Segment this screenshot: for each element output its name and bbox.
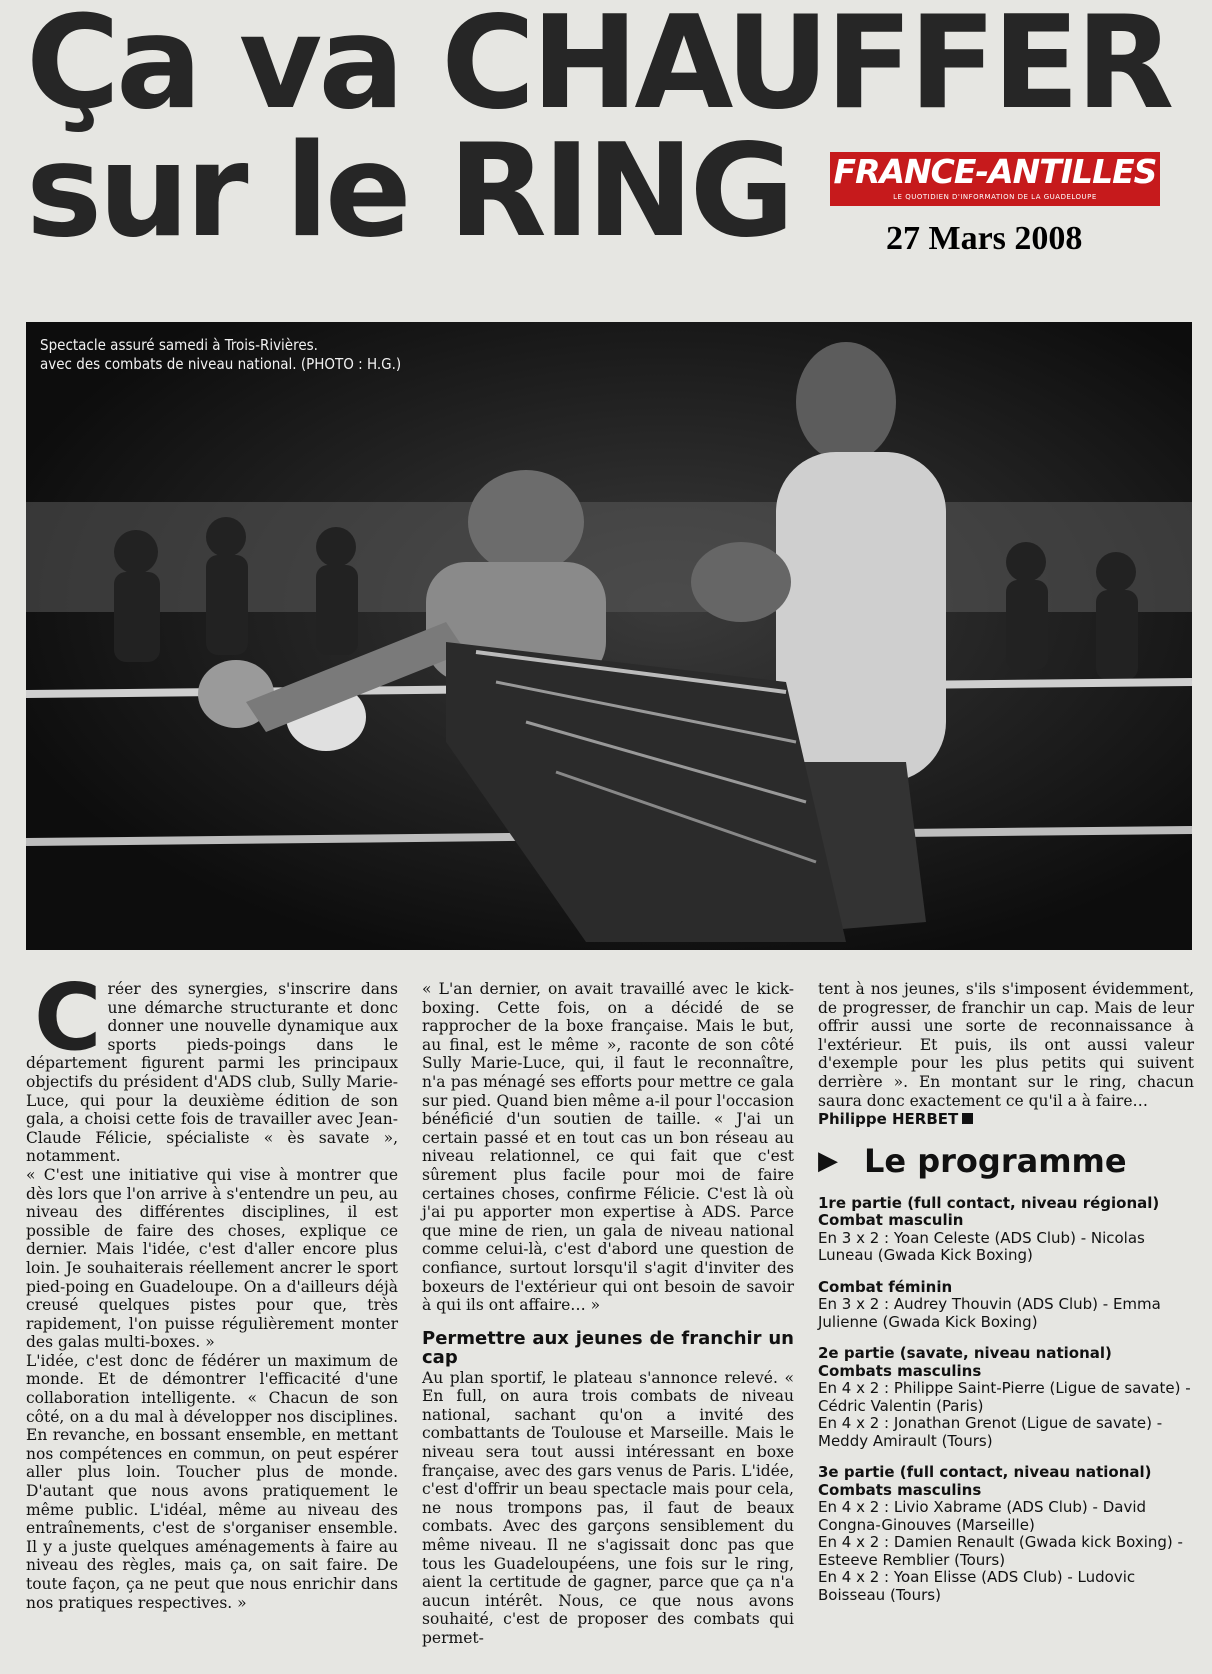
programme-category: Combat masculin (818, 1211, 964, 1230)
publication-logo (830, 152, 1160, 206)
article-column-3 (818, 980, 1194, 1618)
publication-tagline: LE QUOTIDIEN D'INFORMATION DE LA GUADELOUPE (893, 193, 1097, 201)
caption-line-1: Spectacle assuré samedi à Trois-Rivières. (40, 336, 318, 354)
programme-bout: En 4 x 2 : Jonathan Grenot (Ligue de savate) - Meddy Amirault (Tours) (818, 1414, 1163, 1450)
paragraph: Au plan sportif, le plateau s'annonce relevé. « En full, on aura trois combats de niveau national, sachant qu'on a invité des combattants de Toulouse et Marseille. Mais le niveau sera tout aussi intéressant en boxe française, avec des gars venus de Paris. L'idée, c'est d'offrir un beau spectacle mais pour cela, ne nous trompons pas, il faut de beaux combats. Avec des garçons sensiblement du même niveau. Il ne s'agissait donc pas que tous les Guadeloupéens, une fois sur le ring, aient la certitude de gagner, parce que ça n'a aucun intérêt. Nous, ce que nous avons souhaité, c'est de proposer des combats qui permet- (422, 1368, 794, 1647)
publication-date: 27 Mars 2008 (886, 220, 1083, 257)
programme-part-title: 2e partie (savate, niveau national) (818, 1344, 1112, 1363)
programme-heading (818, 1141, 1194, 1181)
programme-block (818, 1464, 1194, 1604)
drop-cap: C (34, 964, 102, 1071)
article-column-1 (26, 964, 398, 1612)
triangle-right-icon: ▶ (818, 1145, 838, 1176)
programme-bout: En 4 x 2 : Damien Renault (Gwada kick Boxing) - Esteeve Remblier (Tours) (818, 1533, 1183, 1569)
paragraph (26, 964, 398, 1166)
programme-category: Combats masculins (818, 1480, 982, 1499)
headline-line-2: sur le RING (26, 117, 791, 266)
paragraph: L'idée, c'est donc de fédérer un maximum de monde. Et de démontrer l'efficacité d'une collaboration intelligente. « Chacun de son côté, on a du mal à développer nos disciplines. En revanche, en bossant ensemble, en mettant nos compétences en commun, on peut espérer aller plus loin. Toucher plus de monde. D'autant que nous avons pratiquement le même public. L'idéal, même au niveau des entraînements, c'est de s'organiser ensemble. Il y a juste quelques aménagements à faire au niveau des règles, mais ça, on sait faire. De toute façon, ça ne peut que nous enrichir dans nos pratiques respectives. » (26, 1351, 398, 1612)
programme-bout: En 3 x 2 : Yoan Celeste (ADS Club) - Nicolas Luneau (Gwada Kick Boxing) (818, 1228, 1145, 1265)
paragraph: « L'an dernier, on avait travaillé avec le kick-boxing. Cette fois, on a décidé de se rapprocher de la boxe française. Mais le but, au final, est le même », raconte de son côté Sully Marie-Luce, qui, il faut le reconnaître, n'a pas ménagé ses efforts pour mettre ce gala sur pied. Quand bien même a-il pour l'occasion bénéficié d'un soutien de taille. « J'ai un certain passé et en tout cas un bon réseau au niveau relationnel, ce qui fait que c'est sûrement plus facile pour moi de faire certaines choses, confirme Félicie. C'est là où j'ai pu apporter mon expertise à ADS. Parce que mine de rien, un gala de niveau national comme celui-là, c'est d'abord une question de confiance, surtout lorsqu'il s'agit d'inviter des boxeurs de l'extérieur qui ont besoin de savoir à qui ils ont affaire… » (422, 980, 794, 1315)
publication-name: FRANCE-ANTILLES (833, 152, 1157, 191)
author-byline (818, 1110, 1194, 1129)
programme-category: Combat féminin (818, 1277, 953, 1296)
caption-line-2: avec des combats de niveau national. (40, 355, 297, 373)
photo-credit: (PHOTO : H.G.) (300, 355, 402, 373)
programme-part-title: 3e partie (full contact, niveau national) (818, 1463, 1152, 1482)
programme-block (818, 1195, 1194, 1265)
end-mark-icon (962, 1113, 973, 1124)
headline-line-1: Ça va CHAUFFER (26, 0, 1171, 138)
photo-illustration (26, 322, 1192, 950)
paragraph: « C'est une initiative qui vise à montrer que dès lors que l'on arrive à s'entendre un peu, au niveau des différentes disciplines, il est possible de faire des choses, explique ce dernier. Mais l'idée, c'est d'aller encore plus loin. Je souhaiterais réellement ancrer le sport pied-poing en Guadeloupe. On a d'ailleurs déjà creusé quelques pistes pour que, très rapidement, l'on puisse régulièrement monter des galas multi-boxes. » (26, 1165, 398, 1352)
programme-category: Combats masculins (818, 1361, 982, 1380)
subheading: Permettre aux jeunes de franchir un cap (422, 1327, 794, 1368)
programme-bout: En 4 x 2 : Livio Xabrame (ADS Club) - David Congna-Ginouves (Marseille) (818, 1498, 1147, 1534)
programme-part-title: 1re partie (full contact, niveau régional) (818, 1193, 1160, 1212)
paragraph: tent à nos jeunes, s'ils s'imposent évidemment, de progresser, de franchir un cap. Mais de leur offrir aussi une sorte de reconnaissance à l'extérieur. Et puis, ils ont aussi valeur d'exemple pour les plus petits qui suivent derrière ». En montant sur le ring, chacun saura donc exactement ce qu'il a à faire… (818, 980, 1194, 1110)
programme-title: Le programme (864, 1141, 1127, 1180)
programme-block (818, 1279, 1194, 1332)
photo-caption (40, 336, 401, 374)
programme-bout: En 4 x 2 : Philippe Saint-Pierre (Ligue de savate) - Cédric Valentin (Paris) (818, 1379, 1191, 1415)
paragraph-text: réer des synergies, s'inscrire dans une démarche structurante et donc donner une nouvelle dynamique aux sports pieds-poings dans le département figurent parmi les principaux objectifs du président d'ADS club, Sully Marie-Luce, qui pour la deuxième édition de son gala, a choisi cette fois de travailler avec Jean-Claude Félicie, spécialiste « ès savate », notamment. (26, 980, 398, 1166)
article-column-2 (422, 980, 794, 1648)
kickboxing-photo (26, 322, 1192, 950)
programme-bout: En 3 x 2 : Audrey Thouvin (ADS Club) - Emma Julienne (Gwada Kick Boxing) (818, 1295, 1161, 1331)
programme-block (818, 1345, 1194, 1450)
programme-list (818, 1195, 1194, 1605)
programme-bout: En 4 x 2 : Yoan Elisse (ADS Club) - Ludovic Boisseau (Tours) (818, 1568, 1136, 1604)
author-name: Philippe HERBET (818, 1110, 959, 1129)
